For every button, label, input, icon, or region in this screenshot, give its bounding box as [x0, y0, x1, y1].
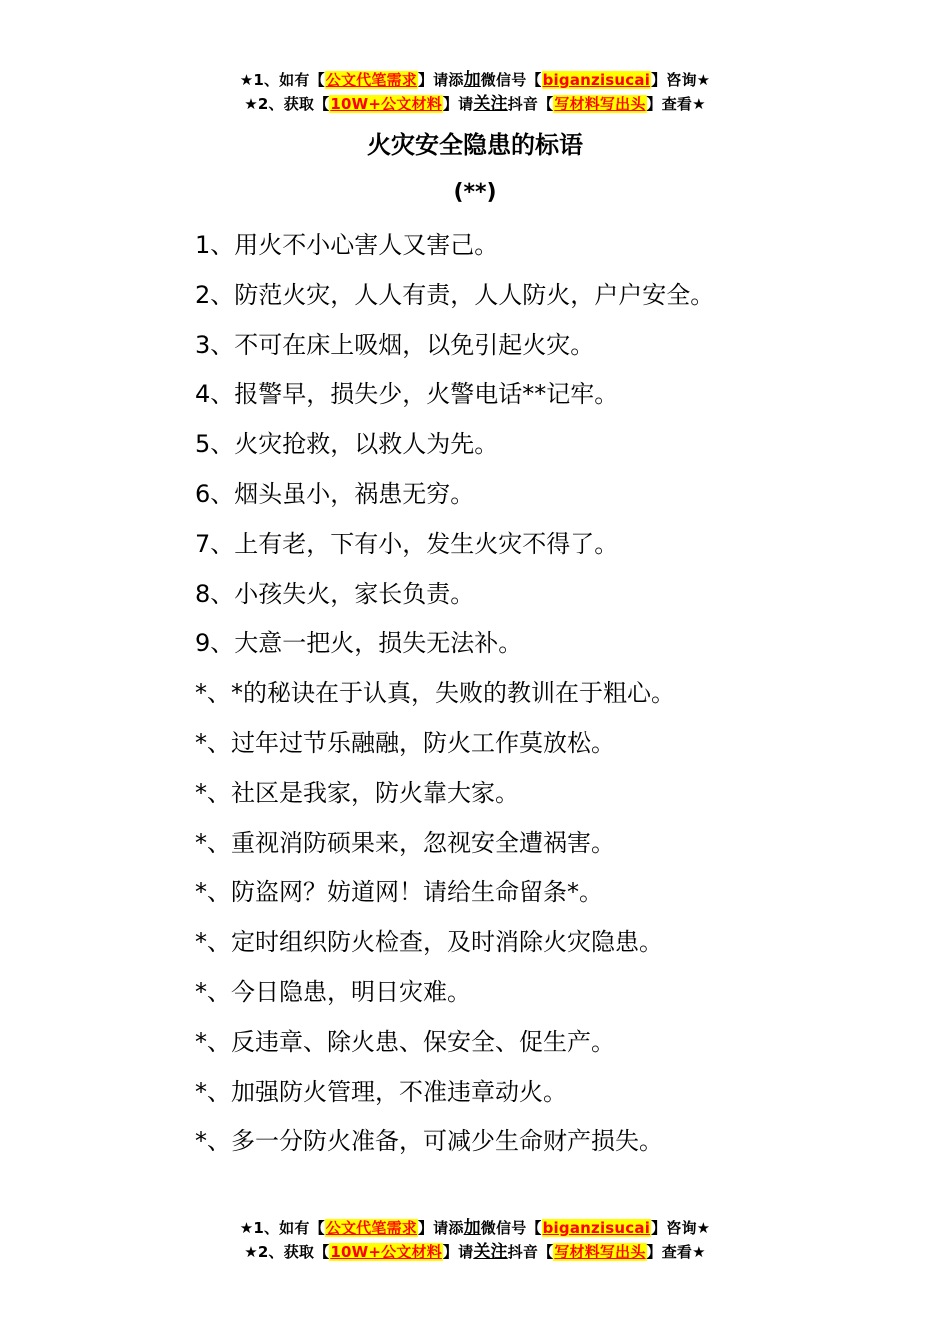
slogan-item: 3、不可在床上吸烟，以免引起火灾。: [195, 330, 595, 359]
document-subtitle: (**): [453, 180, 497, 205]
slogan-item: *、重视消防硕果来，忽视安全遭祸害。: [195, 828, 615, 857]
slogan-item: 6、烟头虽小，祸患无穷。: [195, 479, 475, 508]
slogan-item: *、防盗网？妨道网！请给生命留条*。: [195, 878, 603, 907]
slogan-item: *、社区是我家，防火靠大家。: [195, 778, 519, 807]
wechat-id-highlight: biganzisucai: [542, 71, 651, 89]
banner-text: 】查看★: [646, 1243, 706, 1261]
slogan-item: 1、用火不小心害人又害己。: [195, 231, 499, 259]
banner-text: ★1、如有【: [239, 71, 325, 89]
banner-emphasis: 加: [463, 70, 481, 90]
banner-text: 微信号【: [480, 1219, 542, 1237]
slogan-item: *、*的秘诀在于认真，失败的教训在于粗心。: [195, 679, 675, 708]
banner-text: 】请添: [417, 71, 464, 89]
slogan-item: *、今日隐患，明日灾难。: [195, 977, 471, 1006]
service-highlight: 公文代笔需求: [325, 1219, 417, 1237]
douyin-account-highlight: 写材料写出头: [554, 1243, 646, 1261]
slogan-item: 2、防范火灾，人人有责，人人防火，户户安全。: [195, 280, 715, 309]
banner-text: 微信号【: [480, 71, 542, 89]
document-title: 火灾安全隐患的标语: [367, 131, 583, 159]
banner-text: 抖音【: [507, 95, 554, 113]
banner-line-1: [0, 1216, 950, 1240]
douyin-account-highlight: 写材料写出头: [554, 95, 646, 113]
banner-text: ★2、获取【: [244, 95, 330, 113]
banner-line-1: [0, 68, 950, 92]
banner-text: 抖音【: [507, 1243, 554, 1261]
banner-text: 】查看★: [646, 95, 706, 113]
slogan-item: *、加强防火管理，不准违章动火。: [195, 1077, 567, 1106]
banner-text: 】咨询★: [651, 71, 711, 89]
bottom-banner: [0, 1216, 950, 1264]
banner-emphasis: 加: [463, 1218, 481, 1238]
banner-text: 】请添: [417, 1219, 464, 1237]
banner-text: ★2、获取【: [244, 1243, 330, 1261]
banner-text: ★1、如有【: [239, 1219, 325, 1237]
slogan-item: 7、上有老，下有小，发生火灾不得了。: [195, 529, 619, 558]
wechat-id-highlight: biganzisucai: [542, 1219, 651, 1237]
banner-text: 】请: [442, 1243, 474, 1261]
slogan-item: *、定时组织防火检查，及时消除火灾隐患。: [195, 928, 663, 957]
slogan-item: 8、小孩失火，家长负责。: [195, 579, 475, 608]
slogan-item: *、反违章、除火患、保安全、促生产。: [195, 1027, 615, 1056]
slogan-item: 9、大意一把火，损失无法补。: [195, 629, 523, 658]
banner-line-2: [0, 92, 950, 116]
slogan-item: *、多一分防火准备，可减少生命财产损失。: [195, 1127, 663, 1156]
banner-emphasis: 关注: [473, 94, 508, 114]
top-banner: [0, 68, 950, 116]
slogan-item: *、过年过节乐融融，防火工作莫放松。: [195, 728, 615, 757]
slogan-item: 4、报警早，损失少，火警电话**记牢。: [195, 380, 619, 409]
materials-highlight: 10W+公文材料: [330, 1243, 442, 1261]
banner-emphasis: 关注: [473, 1242, 508, 1262]
slogan-item: 5、火灾抢救，以救人为先。: [195, 430, 499, 459]
service-highlight: 公文代笔需求: [325, 71, 417, 89]
banner-text: 】咨询★: [651, 1219, 711, 1237]
materials-highlight: 10W+公文材料: [330, 95, 442, 113]
banner-line-2: [0, 1240, 950, 1264]
banner-text: 】请: [442, 95, 474, 113]
slogan-list: [195, 222, 915, 1168]
